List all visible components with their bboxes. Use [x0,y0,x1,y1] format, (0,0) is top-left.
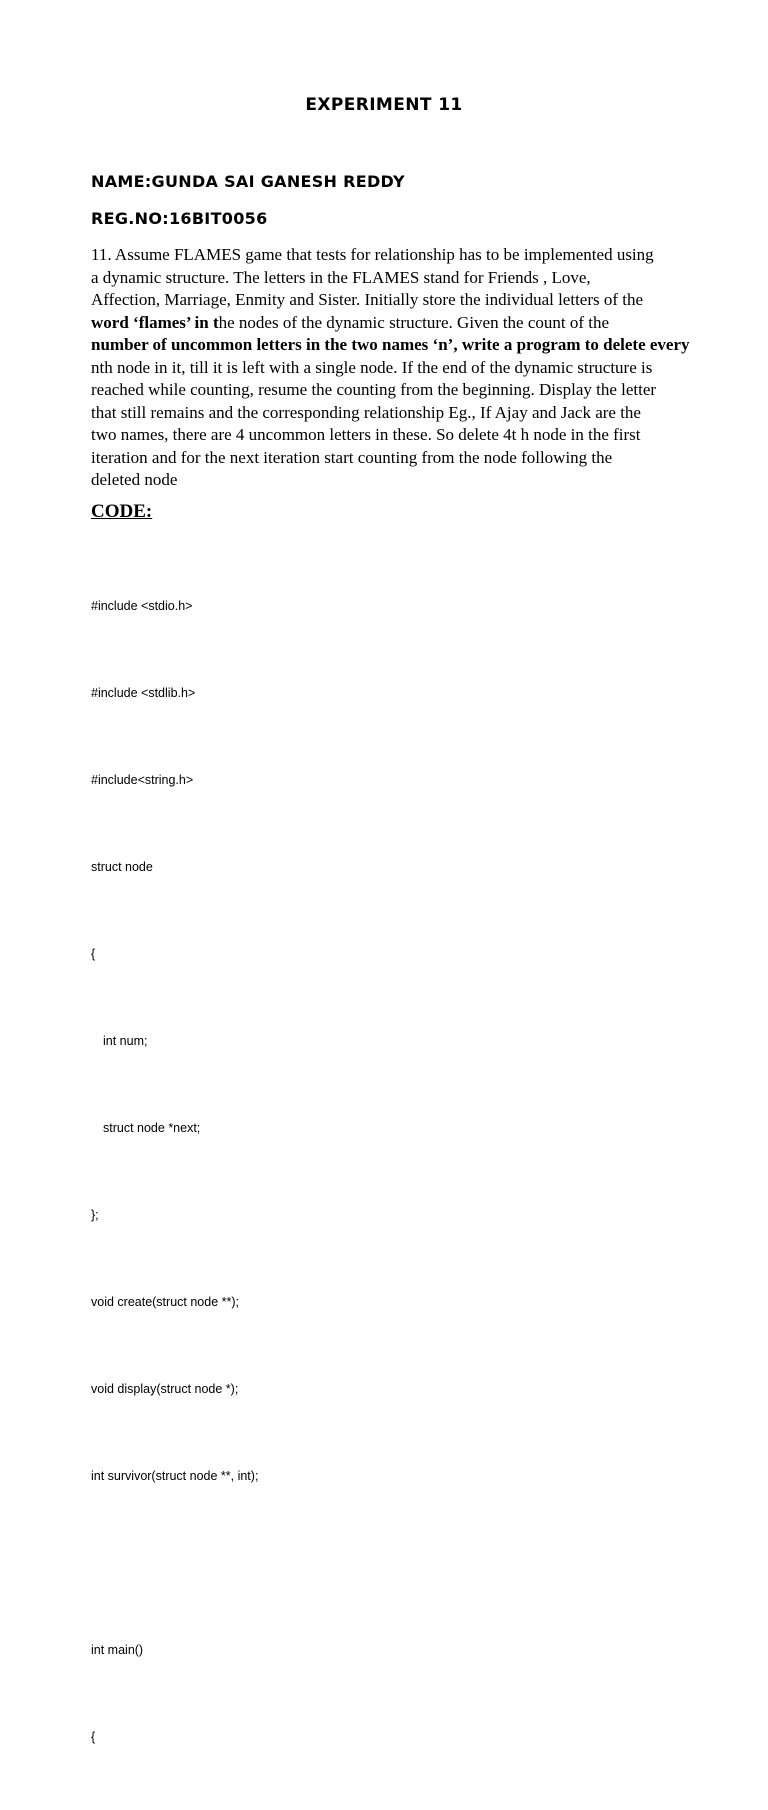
task-text: he nodes of the dynamic structure. Given the count of the [218,312,610,332]
code-line: struct node *next; [103,1121,201,1135]
code-line: int num; [103,1034,148,1048]
task-line: Affection, Marriage, Enmity and Sister. Initially store the individual letters of the [91,290,644,309]
code-line: #include<string.h> [91,773,194,787]
code-line: int main() [91,1643,144,1657]
task-line: 11. Assume FLAMES game that tests for relationship has to be implemented using [91,245,654,264]
code-line: struct node [91,860,153,874]
task-line: nth node in it, till it is left with a single node. If the end of the dynamic structure is [91,357,653,377]
task-line [91,312,691,335]
code-heading: CODE: [91,501,153,522]
code-line: { [91,947,96,961]
code-line [91,1549,258,1578]
task-line: deleted node [91,470,178,489]
code-line: int survivor(struct node **, int); [91,1469,259,1483]
task-bold-text: word ‘flames’ in t [91,312,219,332]
task-description [91,244,691,492]
task-line: reached while counting, resume the counting from the beginning. Display the letter [91,380,657,399]
code-block [91,534,258,1810]
task-line: that still remains and the corresponding relationship Eg., If Ajay and Jack are the [91,402,641,422]
code-line: #include <stdlib.h> [91,686,196,700]
task-line [91,334,691,357]
code-line: #include <stdio.h> [91,599,193,613]
task-line: iteration and for the next iteration start counting from the node following the [91,447,613,467]
registration-number: REG.NO:16BIT0056 [91,209,268,228]
task-line: two names, there are 4 uncommon letters in these. So delete 4t h node in the first [91,425,641,444]
task-line: a dynamic structure. The letters in the FLAMES stand for Friends , Love, [91,267,591,287]
experiment-title: EXPERIMENT 11 [305,95,463,115]
code-line: { [91,1730,96,1744]
task-bold-text: number of uncommon letters in the two names ‘n’, write a program to delete every [91,335,690,354]
student-name: NAME:GUNDA SAI GANESH REDDY [91,172,405,191]
code-line: void display(struct node *); [91,1382,239,1396]
code-line: void create(struct node **); [91,1295,239,1309]
code-line: }; [91,1208,99,1222]
